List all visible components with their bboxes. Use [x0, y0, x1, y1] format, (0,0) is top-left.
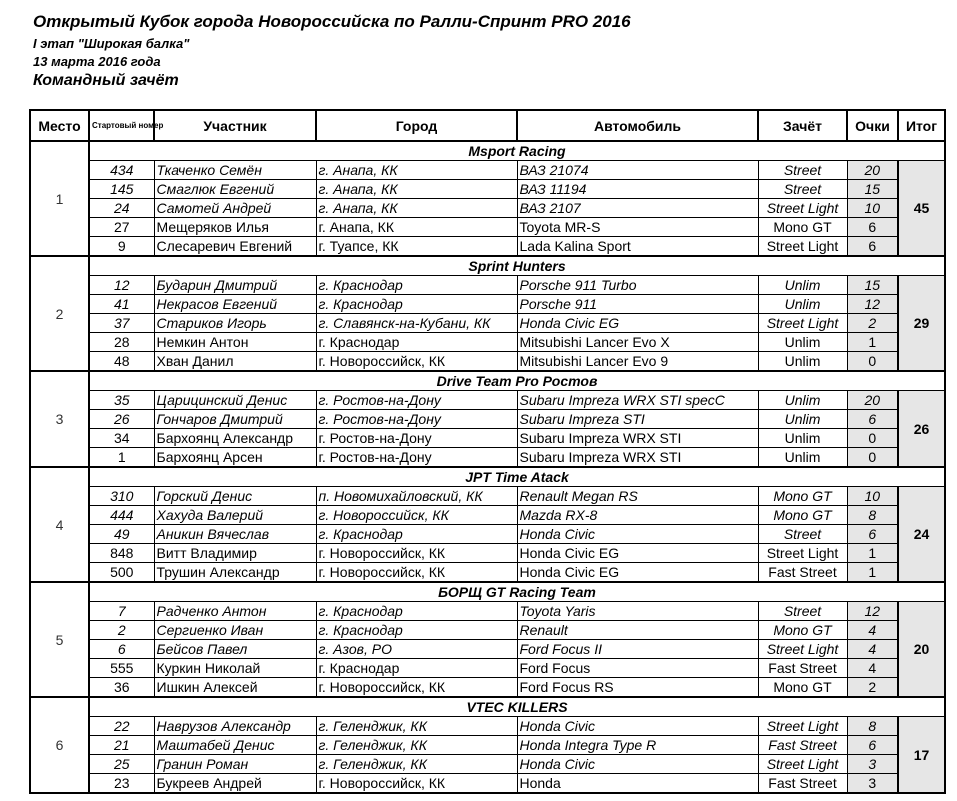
start-number: 444	[89, 506, 154, 525]
class: Mono GT	[758, 621, 847, 640]
start-number: 23	[89, 774, 154, 794]
participant-name: Ишкин Алексей	[154, 678, 316, 698]
team-total: 20	[898, 602, 945, 698]
table-row	[30, 218, 945, 237]
start-number: 22	[89, 717, 154, 736]
table-row	[30, 199, 945, 218]
car: Subaru Impreza WRX STI specC	[517, 391, 758, 410]
class: Unlim	[758, 448, 847, 468]
city: г. Краснодар	[316, 333, 517, 352]
team-place: 2	[30, 256, 89, 371]
team-name: Drive Team Pro Ростов	[89, 371, 945, 391]
points: 0	[847, 429, 898, 448]
city: г. Анапа, КК	[316, 218, 517, 237]
start-number: 48	[89, 352, 154, 372]
class: Unlim	[758, 333, 847, 352]
team-total: 29	[898, 276, 945, 372]
table-row	[30, 295, 945, 314]
start-number: 25	[89, 755, 154, 774]
city: г. Новороссийск, КК	[316, 678, 517, 698]
start-number: 6	[89, 640, 154, 659]
city: г. Туапсе, КК	[316, 237, 517, 257]
team-row	[30, 697, 945, 717]
team-row	[30, 256, 945, 276]
participant-name: Бейсов Павел	[154, 640, 316, 659]
team-name: БОРЩ GT Racing Team	[89, 582, 945, 602]
car: Ford Focus II	[517, 640, 758, 659]
class: Mono GT	[758, 678, 847, 698]
participant-name: Хван Данил	[154, 352, 316, 372]
participant-name: Стариков Игорь	[154, 314, 316, 333]
points: 15	[847, 180, 898, 199]
start-number: 36	[89, 678, 154, 698]
car: ВАЗ 21074	[517, 161, 758, 180]
car: Honda Civic	[517, 525, 758, 544]
start-number: 434	[89, 161, 154, 180]
points: 6	[847, 736, 898, 755]
col-participant: Участник	[154, 110, 316, 141]
table-row	[30, 410, 945, 429]
points: 4	[847, 640, 898, 659]
class: Mono GT	[758, 218, 847, 237]
car: Mitsubishi Lancer Evo 9	[517, 352, 758, 372]
class: Street	[758, 525, 847, 544]
city: г. Геленджик, КК	[316, 717, 517, 736]
points: 3	[847, 755, 898, 774]
start-number: 848	[89, 544, 154, 563]
start-number: 37	[89, 314, 154, 333]
city: г. Новороссийск, КК	[316, 352, 517, 372]
car: Renault Megan RS	[517, 487, 758, 506]
participant-name: Смаглюк Евгений	[154, 180, 316, 199]
start-number: 26	[89, 410, 154, 429]
start-number: 500	[89, 563, 154, 583]
stage-name: I этап "Широкая балка"	[33, 36, 190, 51]
car: Mazda RX-8	[517, 506, 758, 525]
car: ВАЗ 2107	[517, 199, 758, 218]
team-total: 45	[898, 161, 945, 257]
city: г. Ростов-на-Дону	[316, 448, 517, 468]
document-title: Открытый Кубок города Новороссийска по Ралли-Спринт PRO 2016	[33, 12, 631, 31]
car: Mitsubishi Lancer Evo X	[517, 333, 758, 352]
team-name: VTEC KILLERS	[89, 697, 945, 717]
city: г. Славянск-на-Кубани, КК	[316, 314, 517, 333]
team-row	[30, 371, 945, 391]
city: г. Геленджик, КК	[316, 736, 517, 755]
col-start-number: Стартовый номер	[89, 110, 154, 141]
team-row	[30, 467, 945, 487]
class: Fast Street	[758, 563, 847, 583]
points: 1	[847, 544, 898, 563]
start-number: 1	[89, 448, 154, 468]
points: 0	[847, 352, 898, 372]
city: г. Азов, РО	[316, 640, 517, 659]
class: Street	[758, 180, 847, 199]
participant-name: Горский Денис	[154, 487, 316, 506]
team-place: 5	[30, 582, 89, 697]
table-row	[30, 429, 945, 448]
points: 12	[847, 602, 898, 621]
city: г. Анапа, КК	[316, 180, 517, 199]
table-row	[30, 333, 945, 352]
points: 0	[847, 448, 898, 468]
class: Unlim	[758, 410, 847, 429]
car: Renault	[517, 621, 758, 640]
subtitle: Командный зачёт	[33, 72, 179, 89]
car: Ford Focus RS	[517, 678, 758, 698]
start-number: 34	[89, 429, 154, 448]
table-row	[30, 314, 945, 333]
participant-name: Ткаченко Семён	[154, 161, 316, 180]
class: Unlim	[758, 352, 847, 372]
class: Unlim	[758, 276, 847, 295]
start-number: 49	[89, 525, 154, 544]
table-row	[30, 563, 945, 583]
participant-name: Некрасов Евгений	[154, 295, 316, 314]
class: Street Light	[758, 199, 847, 218]
city: г. Краснодар	[316, 602, 517, 621]
team-total: 24	[898, 487, 945, 583]
participant-name: Витт Владимир	[154, 544, 316, 563]
city: г. Анапа, КК	[316, 161, 517, 180]
points: 6	[847, 218, 898, 237]
points: 10	[847, 487, 898, 506]
start-number: 24	[89, 199, 154, 218]
table-row	[30, 678, 945, 698]
car: Honda	[517, 774, 758, 794]
points: 2	[847, 314, 898, 333]
car: Honda Civic EG	[517, 544, 758, 563]
class: Street	[758, 602, 847, 621]
col-car: Автомобиль	[517, 110, 758, 141]
class: Street Light	[758, 237, 847, 257]
team-name: JPT Time Atack	[89, 467, 945, 487]
table-row	[30, 774, 945, 794]
event-date: 13 марта 2016 года	[33, 54, 161, 69]
col-city: Город	[316, 110, 517, 141]
table-row	[30, 352, 945, 372]
participant-name: Бархоянц Александр	[154, 429, 316, 448]
table-row	[30, 544, 945, 563]
start-number: 310	[89, 487, 154, 506]
col-class: Зачёт	[758, 110, 847, 141]
participant-name: Слесаревич Евгений	[154, 237, 316, 257]
participant-name: Букреев Андрей	[154, 774, 316, 794]
team-name: Msport Racing	[89, 141, 945, 161]
city: г. Краснодар	[316, 621, 517, 640]
class: Street	[758, 161, 847, 180]
car: Ford Focus	[517, 659, 758, 678]
points: 15	[847, 276, 898, 295]
car: Honda Civic EG	[517, 314, 758, 333]
points: 12	[847, 295, 898, 314]
start-number: 555	[89, 659, 154, 678]
participant-name: Трушин Александр	[154, 563, 316, 583]
city: г. Новороссийск, КК	[316, 774, 517, 794]
city: г. Новороссийск, КК	[316, 544, 517, 563]
car: Toyota MR-S	[517, 218, 758, 237]
table-row	[30, 621, 945, 640]
class: Fast Street	[758, 736, 847, 755]
participant-name: Немкин Антон	[154, 333, 316, 352]
car: Subaru Impreza STI	[517, 410, 758, 429]
points: 1	[847, 333, 898, 352]
city: г. Ростов-на-Дону	[316, 410, 517, 429]
city: г. Краснодар	[316, 295, 517, 314]
points: 10	[847, 199, 898, 218]
start-number: 7	[89, 602, 154, 621]
start-number: 9	[89, 237, 154, 257]
car: Honda Civic	[517, 717, 758, 736]
points: 20	[847, 391, 898, 410]
start-number: 145	[89, 180, 154, 199]
table-row	[30, 525, 945, 544]
class: Street Light	[758, 717, 847, 736]
class: Street Light	[758, 314, 847, 333]
table-row	[30, 448, 945, 468]
city: г. Краснодар	[316, 659, 517, 678]
participant-name: Мещеряков Илья	[154, 218, 316, 237]
points: 6	[847, 410, 898, 429]
participant-name: Радченко Антон	[154, 602, 316, 621]
table-row	[30, 659, 945, 678]
team-place: 3	[30, 371, 89, 467]
table-row	[30, 640, 945, 659]
table-row	[30, 736, 945, 755]
participant-name: Бархоянц Арсен	[154, 448, 316, 468]
team-place: 1	[30, 141, 89, 256]
class: Mono GT	[758, 487, 847, 506]
city: г. Геленджик, КК	[316, 755, 517, 774]
points: 20	[847, 161, 898, 180]
points: 6	[847, 237, 898, 257]
start-number: 35	[89, 391, 154, 410]
participant-name: Куркин Николай	[154, 659, 316, 678]
table-row	[30, 755, 945, 774]
participant-name: Наврузов Александр	[154, 717, 316, 736]
car: Subaru Impreza WRX STI	[517, 448, 758, 468]
table-row	[30, 237, 945, 257]
city: г. Новороссийск, КК	[316, 563, 517, 583]
class: Street Light	[758, 640, 847, 659]
start-number: 41	[89, 295, 154, 314]
team-name: Sprint Hunters	[89, 256, 945, 276]
team-total: 26	[898, 391, 945, 468]
points: 6	[847, 525, 898, 544]
car: ВАЗ 11194	[517, 180, 758, 199]
car: Subaru Impreza WRX STI	[517, 429, 758, 448]
participant-name: Маштабей Денис	[154, 736, 316, 755]
city: г. Краснодар	[316, 276, 517, 295]
team-place: 6	[30, 697, 89, 793]
start-number: 28	[89, 333, 154, 352]
team-row	[30, 141, 945, 161]
points: 4	[847, 659, 898, 678]
table-row	[30, 161, 945, 180]
points: 4	[847, 621, 898, 640]
car: Porsche 911 Turbo	[517, 276, 758, 295]
participant-name: Гончаров Дмитрий	[154, 410, 316, 429]
car: Honda Integra Type R	[517, 736, 758, 755]
city: г. Краснодар	[316, 525, 517, 544]
table-row	[30, 506, 945, 525]
car: Toyota Yaris	[517, 602, 758, 621]
participant-name: Бударин Дмитрий	[154, 276, 316, 295]
class: Fast Street	[758, 774, 847, 794]
col-points: Очки	[847, 110, 898, 141]
table-row	[30, 276, 945, 295]
col-place: Место	[30, 110, 89, 141]
class: Fast Street	[758, 659, 847, 678]
table-row	[30, 602, 945, 621]
points: 1	[847, 563, 898, 583]
start-number: 27	[89, 218, 154, 237]
car: Honda Civic EG	[517, 563, 758, 583]
city: г. Новороссийск, КК	[316, 506, 517, 525]
points: 3	[847, 774, 898, 794]
class: Unlim	[758, 295, 847, 314]
city: г. Ростов-на-Дону	[316, 391, 517, 410]
city: г. Ростов-на-Дону	[316, 429, 517, 448]
participant-name: Гранин Роман	[154, 755, 316, 774]
participant-name: Аникин Вячеслав	[154, 525, 316, 544]
col-total: Итог	[898, 110, 945, 141]
participant-name: Самотей Андрей	[154, 199, 316, 218]
team-row	[30, 582, 945, 602]
participant-name: Царицинский Денис	[154, 391, 316, 410]
table-row	[30, 391, 945, 410]
results-table	[29, 109, 946, 794]
points: 8	[847, 506, 898, 525]
city: п. Новомихайловский, КК	[316, 487, 517, 506]
car: Honda Civic	[517, 755, 758, 774]
class: Street Light	[758, 544, 847, 563]
class: Unlim	[758, 429, 847, 448]
start-number: 12	[89, 276, 154, 295]
team-place: 4	[30, 467, 89, 582]
header-row	[30, 110, 945, 141]
table-row	[30, 717, 945, 736]
start-number: 2	[89, 621, 154, 640]
participant-name: Сергиенко Иван	[154, 621, 316, 640]
table-row	[30, 180, 945, 199]
class: Mono GT	[758, 506, 847, 525]
class: Street Light	[758, 755, 847, 774]
points: 2	[847, 678, 898, 698]
city: г. Анапа, КК	[316, 199, 517, 218]
car: Porsche 911	[517, 295, 758, 314]
points: 8	[847, 717, 898, 736]
table-row	[30, 487, 945, 506]
team-total: 17	[898, 717, 945, 794]
class: Unlim	[758, 391, 847, 410]
car: Lada Kalina Sport	[517, 237, 758, 257]
start-number: 21	[89, 736, 154, 755]
participant-name: Хахуда Валерий	[154, 506, 316, 525]
